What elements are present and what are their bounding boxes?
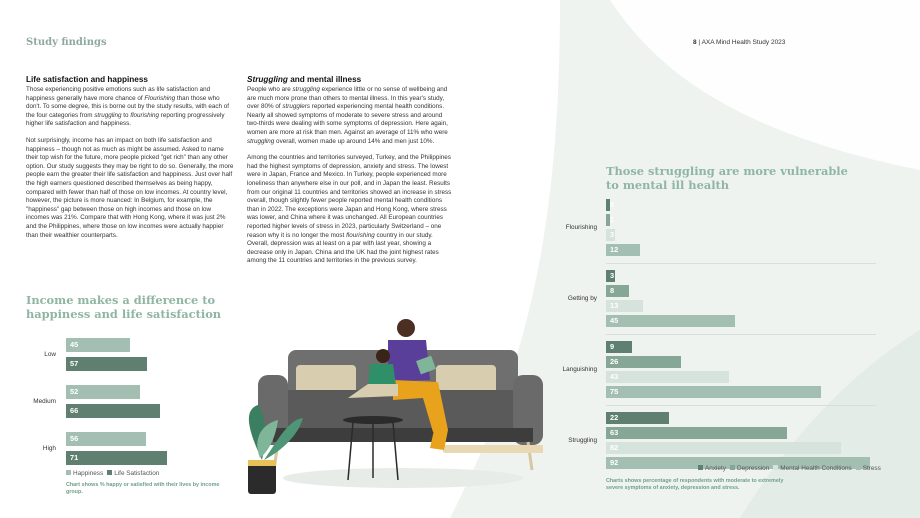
legend-label: Depression: [736, 465, 770, 472]
text: reporting progressively higher life satisfaction and happiness.: [26, 111, 225, 128]
legend-label: Mental Health Conditions: [780, 465, 852, 472]
legend-swatch: [856, 465, 861, 470]
bar: 22: [606, 412, 669, 424]
bar: 3: [606, 229, 615, 241]
bar: 43: [606, 371, 729, 383]
category-label: Low: [44, 350, 56, 358]
legend-label: Life Satisfaction: [114, 470, 160, 477]
page-header-title: AXA Mind Health Study 2023: [701, 39, 786, 46]
page-header: 8 | AXA Mind Health Study 2023: [693, 39, 786, 46]
legend-item: [856, 465, 881, 472]
text: reported experiencing mental health conditions. Nearly all showed symptoms of moderate to severe stress and around two-thirds were dealing with some symptoms of depression. Here again, women are more at risk than men. Against an average of 11% who were: [247, 103, 448, 136]
income-chart-title: Income makes a difference to happiness and life satisfaction: [26, 293, 222, 321]
bar: 52: [66, 385, 140, 399]
group-divider: [606, 334, 876, 335]
legend-item: [66, 470, 103, 477]
text: Those experiencing positive emotions such as life satisfaction and happiness generally have more chance of: [26, 86, 211, 102]
column-life-satisfaction: [26, 75, 236, 248]
legend-item: [730, 465, 769, 472]
text-em: flourishing: [130, 111, 160, 119]
category-label: Languishing: [562, 365, 597, 373]
sofa-illustration: [248, 310, 558, 510]
bar: 56: [66, 432, 146, 446]
text: country in our study. Overall, depression was at least on a par with last year, showing a decrease only in Japan. China and the UK had the joint highest rates among the 11 countries and territories in the previous survey.: [247, 231, 439, 265]
vulnerability-chart-legend: [698, 465, 881, 472]
text: than those who don't. To some degree, this is borne out by the study results, with each of the four categories from: [26, 94, 230, 119]
heading-rest: and mental illness: [287, 75, 362, 84]
group-divider: [606, 263, 876, 264]
text-em: strugglers: [282, 103, 311, 111]
legend-item: [107, 470, 159, 477]
paragraph: [247, 154, 455, 266]
group-divider: [606, 405, 876, 406]
bar: 45: [606, 315, 735, 327]
text-em: struggling: [247, 137, 275, 145]
paragraph: [247, 86, 455, 146]
bar: 66: [66, 404, 160, 418]
income-chart-legend: [66, 470, 159, 477]
bar: 0: [606, 199, 610, 211]
legend-swatch: [698, 465, 703, 470]
legend-item: [698, 465, 726, 472]
bar: 12: [606, 244, 640, 256]
paragraph: Not surprisingly, income has an impact on both life satisfaction and happiness – though not as much as might be assumed. Asked to name their top wish for the future, more people picked "get rich" than any other option. Our study suggests they may be right to do so. Generally, the more people earn the greater their life satisfaction and happiness. Just over half the high earners questioned described themselves as being happy, compared with fewer than half of those on low incomes. At country level, however, the picture is more nuanced: In Belgium, for example, the "happiness" gap between those on high incomes and those on low incomes was 21%. Compare that with Hong Kong, where it was just 2% and the Philippines, where those on low incomes were actually happier than their wealthier counterparts.: [26, 136, 234, 239]
text-em: flourishing: [346, 231, 375, 239]
legend-swatch: [773, 465, 778, 470]
text: experience little or no sense of wellbeing and are much more prone than others to mental illness. In this year's study, over 80% of: [247, 86, 448, 111]
heading-struggling: [247, 75, 455, 85]
bar: 92: [606, 457, 870, 469]
bar: 75: [606, 386, 821, 398]
heading-em: Struggling: [247, 75, 288, 84]
bar: 45: [66, 338, 130, 352]
bar: 63: [606, 427, 787, 439]
vulnerability-chart-title: Those struggling are more vulnerable to mental ill health: [606, 164, 848, 192]
legend-swatch: [107, 470, 112, 475]
column-struggling: [247, 75, 455, 274]
category-label: Flourishing: [565, 223, 597, 231]
bar: 8: [606, 285, 629, 297]
text: People who are: [247, 86, 293, 93]
text-em: Flourishing: [144, 94, 176, 102]
legend-label: Anxiety: [705, 465, 726, 472]
category-label: Struggling: [568, 436, 597, 444]
text-em: struggling: [94, 111, 122, 119]
category-label: High: [42, 444, 56, 452]
text: to: [121, 111, 131, 119]
bar: 82: [606, 442, 841, 454]
text: overall, women made up around 14% and men just 10%.: [274, 137, 435, 145]
legend-label: Happiness: [73, 470, 104, 477]
category-label: Medium: [33, 397, 56, 405]
text-em: struggling: [292, 86, 320, 93]
heading-life-satisfaction: Life satisfaction and happiness: [26, 75, 148, 84]
bar: 9: [606, 341, 632, 353]
bar: 3: [606, 270, 615, 282]
text: Among the countries and territories surveyed, Turkey, and the Philippines had the highest symptoms of depression, anxiety and stress. The lowest were in Japan, France and Mexico. In Turkey, people experienced more loneliness than anywhere else in our poll, and in Japan the least. Results from our original 11 countries and territories showed an increase in stress overall, though slightly fewer people reported mental health conditions than in 2022. The exceptions were Japan and Hong Kong, where stress was lower, and China where it was unchanged. All European countries reported higher levels of stress in 2023, particularly Switzerland – one reason why it is no longer the most: [247, 154, 452, 239]
section-title: Study findings: [26, 37, 107, 48]
category-label: Getting by: [567, 294, 597, 302]
bar: 57: [66, 357, 147, 371]
legend-swatch: [730, 465, 735, 470]
bar: 13: [606, 300, 643, 312]
bar: 1: [606, 214, 610, 226]
income-chart-footnote: Chart shows % happy or satisfied with their lives by income group.: [66, 482, 220, 495]
page-number: 8: [693, 39, 697, 46]
legend-label: Stress: [862, 465, 881, 472]
paragraph: [26, 86, 236, 129]
bar: 26: [606, 356, 681, 368]
bar: 71: [66, 451, 167, 465]
vulnerability-chart-footnote: Charts shows percentage of respondents with moderate to extremely severe symptoms of anxiety, depression and stress.: [606, 478, 784, 491]
legend-item: [773, 465, 851, 472]
legend-swatch: [66, 470, 71, 475]
